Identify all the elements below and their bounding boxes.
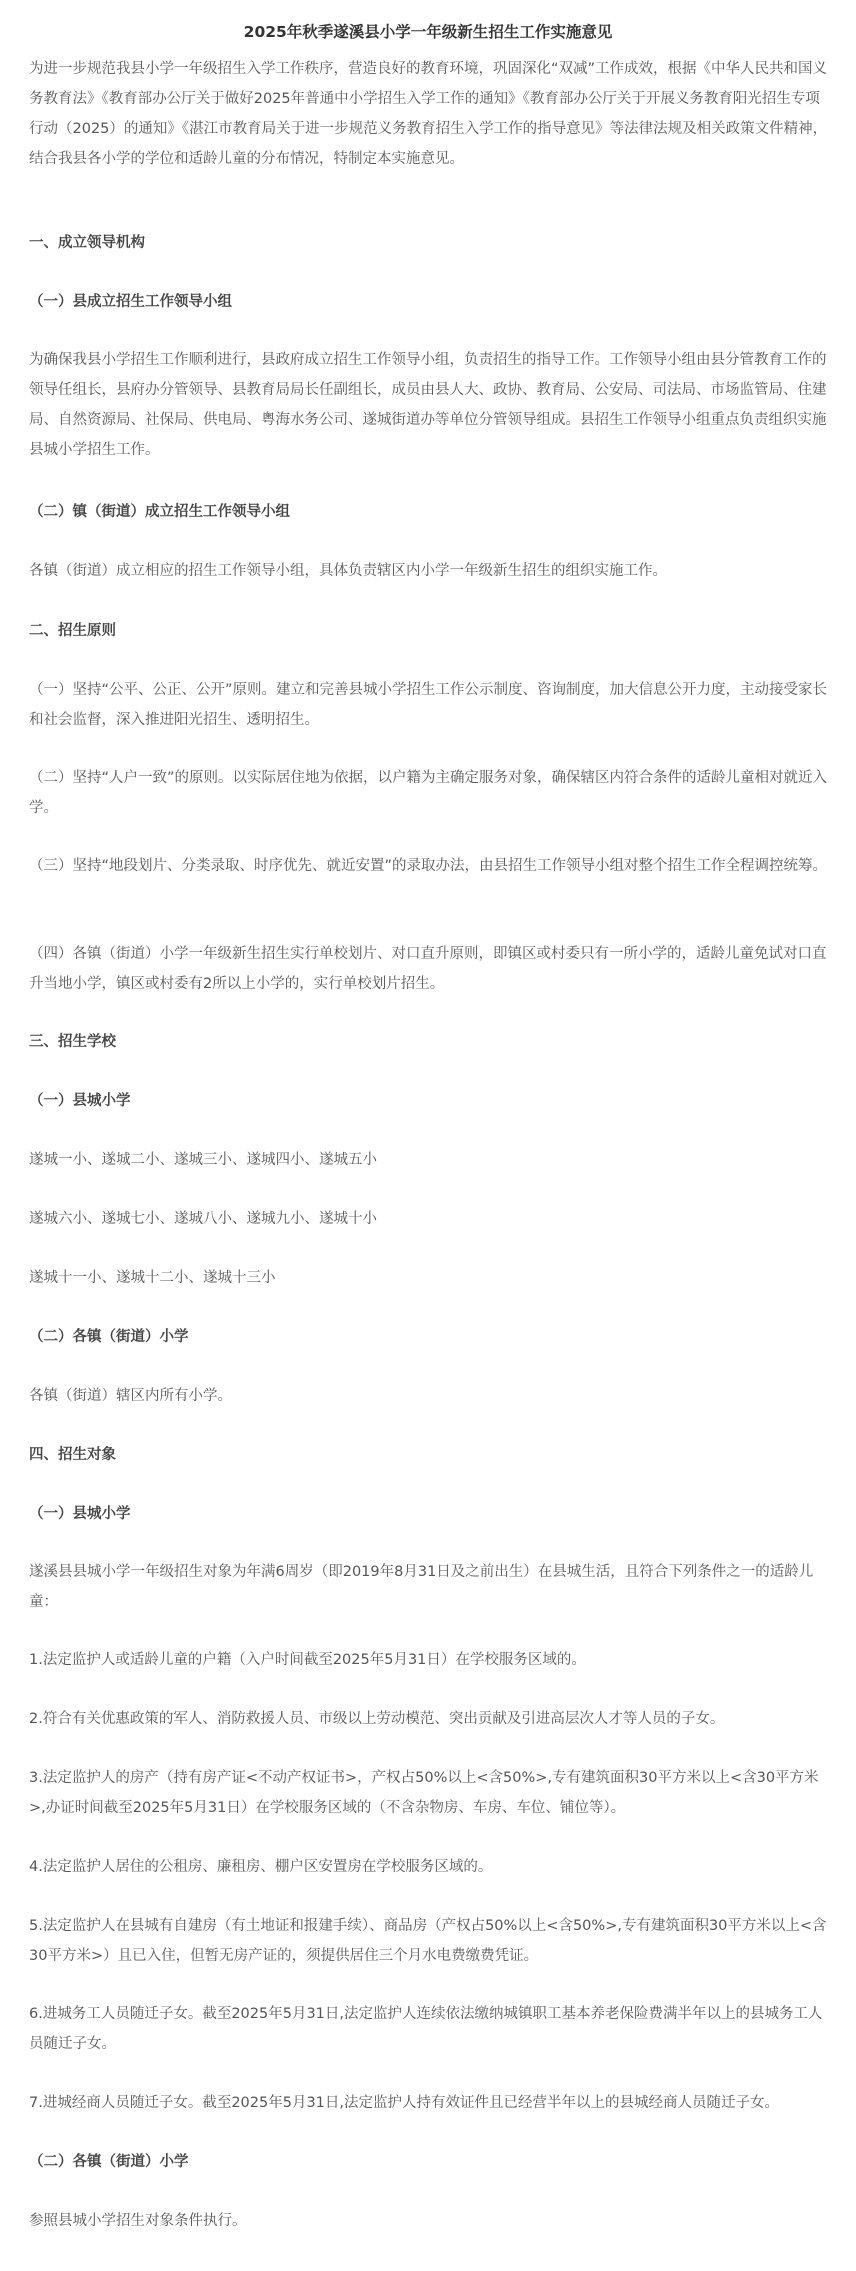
document-title: 2025年秋季遂溪县小学一年级新生招生工作实施意见 [243,23,613,41]
condition-item-6: 6.进城务工人员随迁子女。截至2025年5月31日,法定监护人连续依法缴纳城镇职工基本养老保险费满半年以上的县城务工人员随迁子女。 [29,2006,823,2052]
section-heading-leadership: 一、成立领导机构 [29,235,145,251]
subsection-heading-county-schools: （一）县城小学 [29,1093,131,1109]
paragraph-principle-1: （一）坚持“公平、公正、公开”原则。建立和完善县城小学招生工作公示制度、咨询制度，加大信息公开力度，主动接受家长和社会监督，深入推进阳光招生、透明招生。 [29,682,828,728]
school-list-line-2: 遂城六小、遂城七小、遂城八小、遂城九小、遂城十小 [29,1211,377,1227]
condition-item-2: 2.符合有关优惠政策的军人、消防救援人员、市级以上劳动模范、突出贡献及引进高层次人才等人员的子女。 [29,1711,725,1727]
subsection-heading-county-group: （一）县成立招生工作领导小组 [29,294,232,310]
paragraph-town-group: 各镇（街道）成立相应的招生工作领导小组，具体负责辖区内小学一年级新生招生的组织实施工作。 [29,563,667,579]
paragraph-principle-2: （二）坚持“人户一致”的原则。以实际居住地为依据，以户籍为主确定服务对象，确保辖区内符合条件的适龄儿童相对就近入学。 [29,770,828,816]
section-heading-enrollment-targets: 四、招生对象 [29,1447,116,1463]
paragraph-town-schools: 各镇（街道）辖区内所有小学。 [29,1388,232,1404]
condition-item-4: 4.法定监护人居住的公租房、廉租房、棚户区安置房在学校服务区域的。 [29,1859,493,1875]
school-list-line-3: 遂城十一小、遂城十二小、遂城十三小 [29,1270,276,1286]
subsection-heading-town-targets: （二）各镇（街道）小学 [29,2154,189,2170]
paragraph-principle-3: （三）坚持“地段划片、分类录取、时序优先、就近安置”的录取办法，由县招生工作领导小组对整个招生工作全程调控统筹。 [29,858,828,874]
condition-item-1: 1.法定监护人或适龄儿童的户籍（入户时间截至2025年5月31日）在学校服务区域的。 [29,1652,586,1668]
condition-item-3: 3.法定监护人的房产（持有房产证<不动产权证书>，产权占50%以上<含50%>,专有建筑面积30平方米以上<含30平方米>,办证时间截至2025年5月31日）在学校服务区域的（不含杂物房、车房、车位、铺位等）。 [29,1770,819,1816]
subsection-heading-town-group: （二）镇（街道）成立招生工作领导小组 [29,504,290,520]
subsection-heading-town-schools: （二）各镇（街道）小学 [29,1329,189,1345]
section-heading-principles: 二、招生原则 [29,623,116,639]
paragraph-county-targets-intro: 遂溪县县城小学一年级招生对象为年满6周岁（即2019年8月31日及之前出生）在县城生活，且符合下列条件之一的适龄儿童： [29,1564,814,1610]
subsection-heading-county-targets: （一）县城小学 [29,1506,131,1522]
paragraph-county-group: 为确保我县小学招生工作顺利进行，县政府成立招生工作领导小组，负责招生的指导工作。工作领导小组由县分管教育工作的领导任组长，县府办分管领导、县教育局局长任副组长，成员由县人大、政协、教育局、公安局、司法局、市场监管局、住建局、自然资源局、社保局、供电局、粤海水务公司、遂城街道办等单位分管领导组成。县招生工作领导小组重点负责组织实施县城小学招生工作。 [29,352,827,458]
condition-item-5: 5.法定监护人在县城有自建房（有土地证和报建手续）、商品房（产权占50%以上<含50%>,专有建筑面积30平方米以上<含30平方米>）且已入住，但暂无房产证的，须提供居住三个月水电费缴费凭证。 [29,1918,827,1964]
intro-paragraph: 为进一步规范我县小学一年级招生入学工作秩序，营造良好的教育环境，巩固深化“双减”工作成效，根据《中华人民共和国义务教育法》《教育部办公厅关于做好2025年普通中小学招生入学工作的通知》《教育部办公厅关于开展义务教育阳光招生专项行动（2025）的通知》《湛江市教育局关于进一步规范义务教育招生入学工作的指导意见》等法律法规及相关政策文件精神，结合我县各小学的学位和适龄儿童的分布情况，特制定本实施意见。 [29,61,828,167]
section-heading-schools: 三、招生学校 [29,1034,116,1050]
paragraph-principle-4: （四）各镇（街道）小学一年级新生招生实行单校划片、对口直升原则，即镇区或村委只有一所小学的，适龄儿童免试对口直升当地小学，镇区或村委有2所以上小学的，实行单校划片招生。 [29,946,827,992]
condition-item-7: 7.进城经商人员随迁子女。截至2025年5月31日,法定监护人持有效证件且已经营半年以上的县城经商人员随迁子女。 [29,2095,780,2111]
paragraph-town-targets: 参照县城小学招生对象条件执行。 [29,2213,247,2229]
school-list-line-1: 遂城一小、遂城二小、遂城三小、遂城四小、遂城五小 [29,1152,377,1168]
